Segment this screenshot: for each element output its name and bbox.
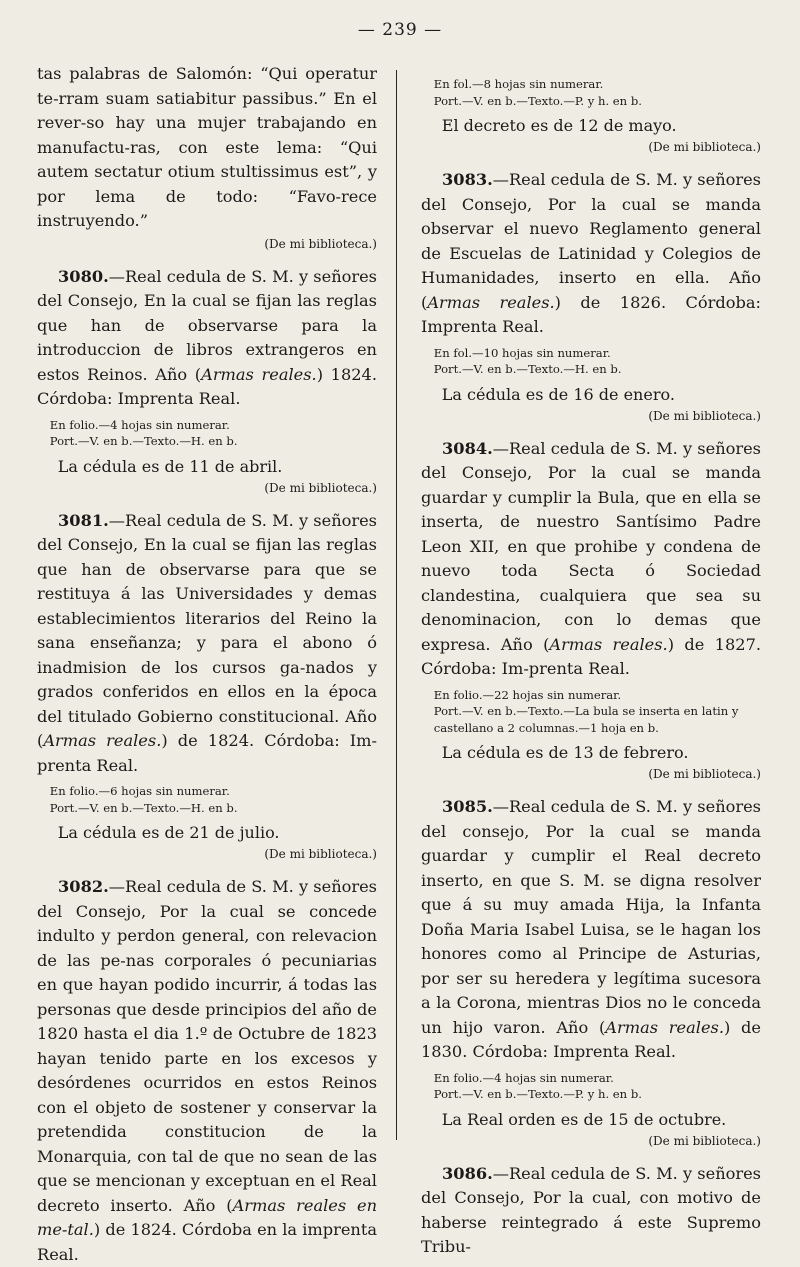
- entry-description: Port.—V. en b.—Texto.—P. y h. en b.: [433, 1087, 642, 1101]
- entry-text: ) de 1824. Córdoba en la imprenta Real.: [37, 1220, 377, 1264]
- entry-note: La cédula es de 16 de enero.: [441, 384, 675, 404]
- entry-italic: Armas reales.: [605, 1017, 724, 1037]
- entry-description: En fol.—10 hojas sin numerar.: [433, 345, 611, 360]
- entry-description: Port.—V. en b.—Texto.—H. en b.: [49, 434, 238, 448]
- entry-source: (De mi biblioteca.): [648, 408, 761, 423]
- entry-text: —Real cedula de S. M. y señores del Consejo, Por la cual se manda observar el nuevo Reglamento general de Escuelas de Latinidad y Colegios de Humanidades, inserto en ella. Año (: [421, 170, 761, 312]
- entry-number: 3086.: [442, 1163, 493, 1183]
- entry-3084: [421, 437, 761, 784]
- entry-number: 3082.: [58, 877, 109, 896]
- entry-number: 3084.: [442, 438, 493, 458]
- entry-text: —Real cedula de S. M. y señores del consejo, Por la cual se manda guardar y cumplir el Real decreto inserto, en que S. M. se digna resolver que á su muy amada Hija, la Infanta Doña Maria Isabel Luisa, se le hagan los honores como al Principe de Asturias, por ser su heredera y legítima sucesora a la Corona, mientras Dios no le conceda un hijo varon. Año (: [421, 797, 761, 1037]
- intro-text: tas palabras de Salomón: “Qui operatur te-rram suam satiabitur passibus.” En el rever-so hay una mujer trabajando en manufactu-ras, con este lema: “Qui autem sectatur otium stultissimus est”, y por lema de todo: “Favo-rece instruyendo.”: [37, 64, 377, 230]
- entry-italic: Armas reales en me-tal.: [37, 1195, 377, 1239]
- entry-source: (De mi biblioteca.): [264, 847, 377, 861]
- entry-description: En fol.—8 hojas sin numerar.: [433, 77, 604, 91]
- entry-number: 3085.: [442, 797, 493, 816]
- entry-source: (De mi biblioteca.): [648, 1133, 761, 1148]
- entry-italic: Armas reales.: [427, 292, 555, 312]
- entry-note: La Real orden es de 15 de octubre.: [441, 1109, 727, 1129]
- intro-source: (De mi biblioteca.): [264, 236, 377, 251]
- entry-source: (De mi biblioteca.): [648, 767, 761, 781]
- entry-text: ) de 1827. Córdoba: Im-prenta Real.: [421, 634, 762, 678]
- entry-text: ) de 1830. Córdoba: Imprenta Real.: [421, 1017, 762, 1061]
- entry-3085-heading: [421, 795, 761, 1065]
- entry-3083-heading: [421, 168, 761, 340]
- entry-text: ) 1824. Córdoba: Imprenta Real.: [37, 364, 377, 408]
- entry-3082: [37, 875, 377, 1267]
- entry-text: —Real cedula de S. M. y señores del Consejo, Por la cual se manda guardar y cumplir la Bula, que en ella se inserta, de nuestro Santísimo Padre Leon XII, en que prohibe y condena de nuevo toda Secta ó Sociedad clandestina, cualquiera que sea su denominacion, con lo demas que expresa. Año (: [421, 438, 761, 654]
- entry-description: Port.—V. en b.—Texto.—La bula se inserta en latin y castellano a 2 columnas.—1 hoja en b.: [433, 704, 739, 735]
- entry-description: Port.—V. en b.—Texto.—H. en b.: [433, 362, 622, 376]
- entry-text: —Real cedula de S. M. y señores del Consejo, En la cual se fijan las reglas que han de observarse para la introduccion de libros extrangeros en estos Reinos. Año (: [37, 266, 377, 384]
- entry-text: ) de 1826. Córdoba: Imprenta Real.: [421, 292, 761, 336]
- entry-3080-heading: [37, 265, 377, 412]
- entry-3081: [37, 509, 377, 864]
- entry-italic: Armas reales.: [43, 731, 162, 750]
- entry-3083: [421, 168, 761, 425]
- entry-note: La cédula es de 13 de febrero.: [441, 743, 689, 762]
- entry-text: ) de 1824. Córdoba: Im-prenta Real.: [37, 731, 377, 775]
- entry-source: (De mi biblioteca.): [264, 480, 377, 495]
- column-divider: [396, 70, 397, 1140]
- entry-3086-heading: [421, 1162, 761, 1260]
- entry-description: En folio.—6 hojas sin numerar.: [49, 784, 230, 798]
- entry-3084-heading: [421, 437, 761, 682]
- entry-3085: [421, 795, 761, 1150]
- entry-3080: [37, 265, 377, 497]
- entry-text: —Real cedula de S. M. y señores del Consejo, Por la cual se concede indulto y perdon general, con relevacion de las pe-nas corporales ó pecuniarias en que hayan podido incurrir, á todas las personas que desde principios del año de 1820 hasta el dia 1.º de Octubre de 1823 hayan tenido parte en los excesos y desórdenes ocurridos en estos Reinos con el objeto de sostener y conservar la pretendida constitucion de la Monarquia, con tal de que no sean de las que se mencionan y exceptuan en el Real decreto inserto. Año (: [37, 877, 377, 1215]
- entry-italic: Armas reales.: [549, 634, 668, 654]
- entry-number: 3083.: [442, 170, 493, 189]
- entry-3082-heading: [37, 875, 377, 1267]
- entry-description: Port.—V. en b.—Texto.—P. y h. en b.: [433, 93, 642, 108]
- entry-description: En folio.—4 hojas sin numerar.: [433, 1070, 614, 1085]
- entry-3081-heading: [37, 509, 377, 779]
- left-column: [37, 62, 377, 1267]
- entry-italic: Armas reales.: [201, 364, 317, 384]
- entry-source: (De mi biblioteca.): [648, 140, 761, 154]
- page-number: — 239 —: [357, 20, 443, 40]
- entry-number: 3080.: [58, 266, 109, 286]
- entry-description: En folio.—22 hojas sin numerar.: [433, 687, 622, 702]
- right-column: [421, 62, 761, 1260]
- entry-note: La cédula es de 21 de julio.: [57, 823, 280, 842]
- entry-number: 3081.: [58, 510, 109, 530]
- entry-3086: [421, 1162, 761, 1260]
- entry-description: Port.—V. en b.—Texto.—H. en b.: [49, 800, 238, 815]
- entry-note: La cédula es de 11 de abril.: [57, 456, 283, 476]
- entry-text: —Real cedula de S. M. y señores del Consejo, Por la cual, con motivo de haberse reintegrado á este Supremo Tribu-: [421, 1163, 761, 1256]
- entry-text: —Real cedula de S. M. y señores del Consejo, En la cual se fijan las reglas que han de observarse para que se restituya á las Universidades y demas establecimientos literarios del Reino la sana enseñanza; y para el abono ó inadmision de los cursos ga-nados y grados conferidos en ellos en la época del titulado Gobierno constitucional. Año (: [37, 510, 377, 750]
- entry-note: El decreto es de 12 de mayo.: [441, 116, 677, 135]
- entry-description: En folio.—4 hojas sin numerar.: [49, 417, 230, 432]
